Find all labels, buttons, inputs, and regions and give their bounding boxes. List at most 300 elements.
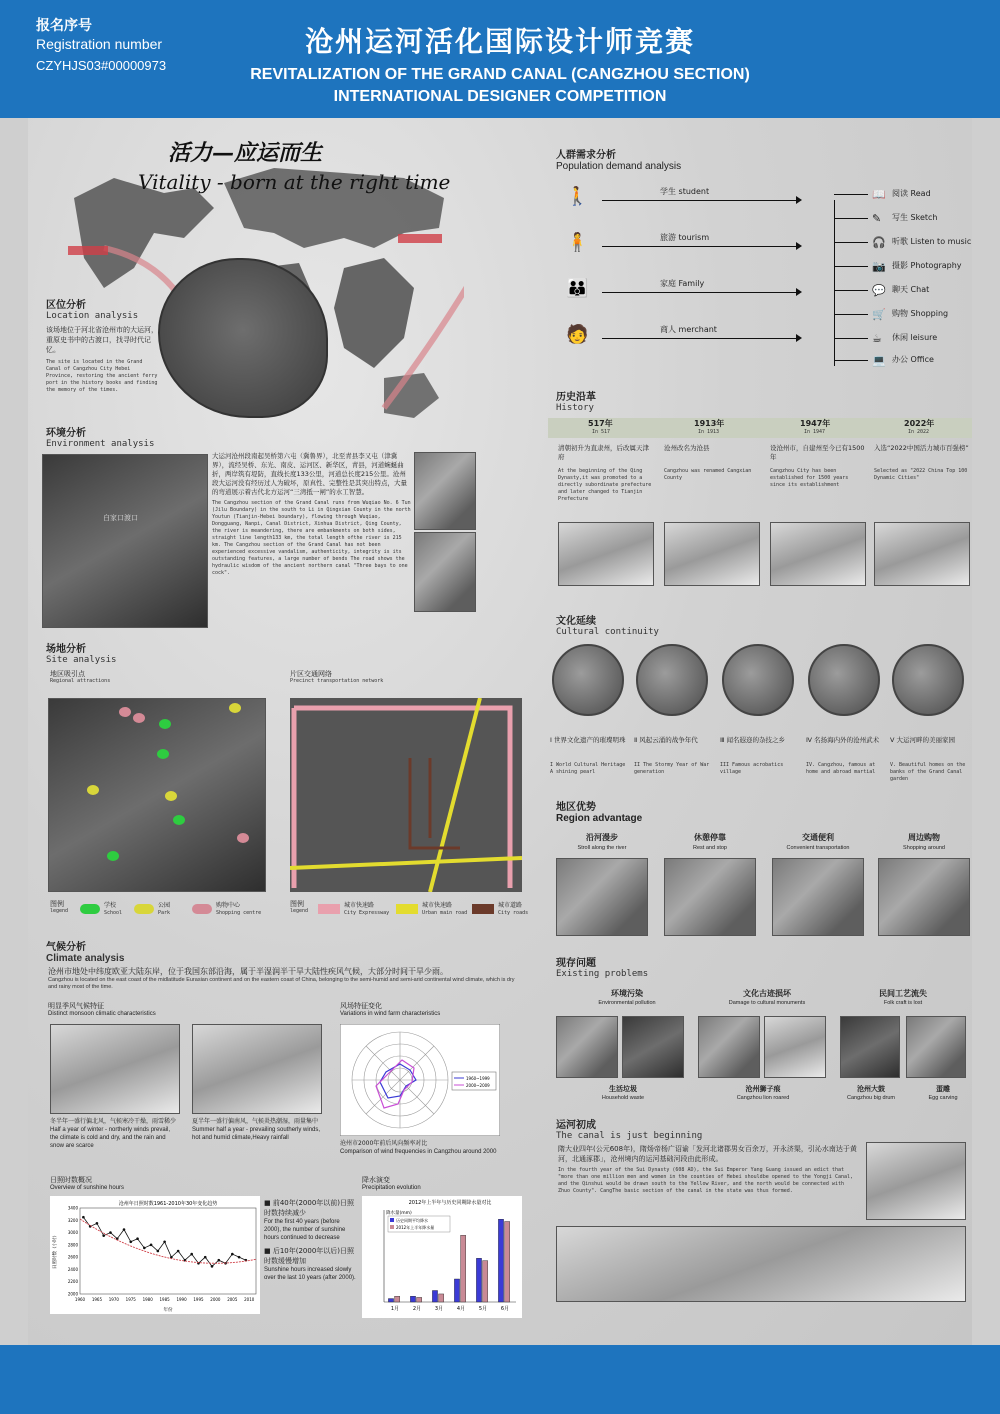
y-tick-label: 2200 xyxy=(67,1279,78,1285)
school-marker xyxy=(157,749,169,759)
mainroad-legend-cn: 城市快速路 xyxy=(422,902,453,909)
sunshine-note2-cn-text: 后10年(2000年以后)日照时数缓慢增加 xyxy=(264,1247,355,1265)
traffic-legend-label-en: legend xyxy=(290,908,309,914)
culture-circle-photo xyxy=(808,644,880,716)
culture-circle-photo xyxy=(892,644,964,716)
sunshine-data-point xyxy=(157,1250,160,1253)
history-title-en: History xyxy=(556,403,594,413)
problem-item-cn: 沧州狮子痕 xyxy=(745,1085,781,1093)
shop-marker xyxy=(237,833,249,843)
y-tick-label: 2800 xyxy=(67,1242,78,1248)
x-tick-label: 6月 xyxy=(500,1306,510,1312)
culture-label-en: IV. Cangzhou, famous at home and abroad martial xyxy=(806,762,876,775)
problem-group-en: Environmental pollution xyxy=(598,1000,656,1006)
sunshine-note2-cn: ■ 后10年(2000年以后)日照时数缓慢增加 xyxy=(264,1247,355,1265)
culture-label-cn: Ⅳ 名扬海内外的沧州武术 xyxy=(806,736,880,744)
problem-item-en: Cangzhou lion roared xyxy=(736,1095,790,1101)
need-icon: 🛒 xyxy=(872,308,886,321)
advantage-label-en: Convenient transportation xyxy=(786,845,850,851)
cityroad-legend-en: City roads xyxy=(498,910,529,916)
site-title-en: Site analysis xyxy=(46,655,117,665)
registration-label-cn: 报名序号 xyxy=(36,17,92,33)
precip-legend-label: 2012年上半年降水量 xyxy=(396,1225,435,1230)
location-title-cn: 区位分析 xyxy=(46,300,86,311)
sunshine-data-point xyxy=(231,1253,234,1256)
culture-circle-photo xyxy=(552,644,624,716)
traffic-map xyxy=(290,698,522,892)
radar-legend-2: 2000~2009 xyxy=(466,1083,490,1088)
radar-caption-en: Comparison of wind frequencies in Cangzhou around 2000 xyxy=(340,1149,497,1155)
shop-legend-en: Shopping centre xyxy=(216,910,262,916)
advantage-label-cn: 周边购物 xyxy=(908,833,940,842)
precip-bar xyxy=(439,1294,444,1302)
school-marker xyxy=(159,719,171,729)
sunshine-data-point xyxy=(129,1240,132,1243)
environment-title-cn: 环境分析 xyxy=(46,428,86,439)
canal-text-cn: 隋大业四年(公元608年)，隋炀帝杨广诏谕「发河北诸郡男女百余万，开永济渠，引沁水南达于黄河，北通涿郡」，沧州境内的运河基础河段由此形成。 xyxy=(558,1145,857,1163)
poster-title-en-line2: INTERNATIONAL DESIGNER COMPETITION xyxy=(333,88,667,105)
culture-label-en: I World Cultural Heritage A shining pearl xyxy=(550,762,626,775)
precip-legend-swatch xyxy=(390,1225,394,1229)
sunshine-data-point xyxy=(217,1259,220,1262)
site-section xyxy=(46,640,116,665)
culture-label-cn: Ⅴ 大运河畔的美丽家园 xyxy=(890,736,956,744)
park-marker xyxy=(229,703,241,713)
culture-label-en: II The Stormy Year of War generation xyxy=(634,762,710,775)
sunshine-chart-title: 沧州年日照时数1961-2010年30年变化趋势 xyxy=(118,1201,218,1207)
precip-bar xyxy=(498,1219,503,1302)
group-arrow xyxy=(602,246,798,247)
sunshine-data-point xyxy=(204,1256,207,1259)
climate-section xyxy=(46,938,124,964)
problem-photo-3 xyxy=(698,1016,760,1078)
attractions-title-en: Regional attractions xyxy=(50,678,111,684)
summer-caption-en: Summer half a year - prevailing southerly winds, hot and humid climate,Heavy rainfall xyxy=(192,1127,321,1141)
y-axis-label: 降水量(mm) xyxy=(386,1211,412,1216)
x-tick-label: 1980 xyxy=(142,1297,153,1302)
advantage-photo xyxy=(772,858,864,936)
registration-label-en: Registration number xyxy=(36,36,163,52)
x-tick-label: 2000 xyxy=(210,1297,221,1302)
attractions-legend xyxy=(50,900,68,915)
arrow-head-icon xyxy=(796,196,802,204)
need-icon: 📷 xyxy=(872,260,886,273)
monsoon-title-cn: 明显季风气候特征 xyxy=(48,1002,104,1010)
sunshine-data-point xyxy=(123,1228,126,1231)
hero-title-cn: 活力—应运而生 xyxy=(168,140,323,166)
header-bar xyxy=(0,0,1000,118)
y-tick-label: 2000 xyxy=(67,1291,78,1297)
summer-caption xyxy=(192,1118,322,1142)
history-photo xyxy=(558,522,654,586)
culture-label-en: V. Beautiful homes on the banks of the Grand Canal garden xyxy=(890,762,966,782)
expressway-legend-cn: 城市快速路 xyxy=(344,902,375,909)
sunshine-line-chart xyxy=(50,1196,260,1314)
advantage-section xyxy=(556,798,642,824)
winter-wind-map xyxy=(50,1024,180,1114)
environment-title-en: Environment analysis xyxy=(46,439,155,449)
history-text-en: At the beginning of the Qing Dynasty,it was promoted to a directly subordinate prefecture and later changed to Tianjin Prefecture xyxy=(558,468,652,502)
climate-text-cn: 沧州市地处中纬度欧亚大陆东岸，位于我国东部沿海，属于半湿润半干旱大陆性疾风气候，大部分时间干旱少雨。 xyxy=(48,967,448,976)
park-marker xyxy=(165,791,177,801)
y-tick-label: 2600 xyxy=(67,1254,78,1260)
needs-bracket xyxy=(834,200,835,366)
sunshine-note1-en: For the first 40 years (before 2000), the number of sunshine hours continued to decrease xyxy=(264,1219,346,1241)
advantage-label-en: Rest and stop xyxy=(693,845,727,851)
problem-photo-4 xyxy=(764,1016,826,1078)
environment-section xyxy=(46,424,154,449)
need-connector xyxy=(834,290,868,291)
sunshine-note1-cn-text: 前40年(2000年以前)日照时数持续减少 xyxy=(264,1199,355,1217)
x-tick-label: 1960 xyxy=(74,1297,86,1302)
x-tick-label: 2010 xyxy=(244,1297,255,1302)
park-legend xyxy=(158,902,170,917)
wind-radar-chart xyxy=(340,1024,500,1136)
precip-bar xyxy=(454,1279,459,1302)
x-tick-label: 4月 xyxy=(456,1306,466,1312)
precip-bar xyxy=(395,1296,400,1302)
population-group-label: 学生 student xyxy=(660,187,710,196)
canal-section xyxy=(556,1116,702,1141)
culture-label-cn: Ⅱ 风起云涌的战争年代 xyxy=(634,736,698,744)
canal-text-en: In the fourth year of the Sui Dynasty (608 AD), the Sui Emperor Yang Guang issued an edict that "more than one million men and women in the counties of Hebei shouldbe opened to the Yongji Canal, and the Qinshui would be drawn south to the Yellow River, and the north would be connected with Zhuo County". CangThe basic section of the canal in the state was thus formed. xyxy=(558,1167,854,1194)
cityroad-legend-cn: 城市道路 xyxy=(498,902,523,909)
y-tick-label: 2400 xyxy=(67,1266,78,1272)
population-title-en: Population demand analysis xyxy=(556,161,682,172)
precip-bar xyxy=(432,1291,437,1303)
x-axis-label: 年份 xyxy=(163,1308,173,1313)
sunshine-data-point xyxy=(143,1247,146,1250)
problem-item-en: Household waste xyxy=(601,1095,645,1101)
advantage-label-en: Stroll along the river xyxy=(577,845,627,851)
precip-bar xyxy=(388,1299,393,1302)
x-tick-label: 1985 xyxy=(159,1297,170,1302)
problem-item-cn: 蛋雕 xyxy=(936,1085,950,1093)
sunshine-note2-en: Sunshine hours increased slowly over the last 10 years (after 2000). xyxy=(264,1267,356,1281)
radar-legend-1: 1960~1999 xyxy=(466,1076,490,1081)
y-tick-label: 3000 xyxy=(67,1230,78,1236)
sunshine-data-point xyxy=(102,1234,105,1237)
shop-marker xyxy=(119,707,131,717)
sunshine-title-cn: 日照时数概况 xyxy=(50,1176,92,1184)
shop-legend-swatch xyxy=(192,904,212,914)
person-icon: 👪 xyxy=(566,278,589,299)
school-legend-en: School xyxy=(104,910,123,916)
climate-text-en: Cangzhou is located on the east coast of the midlatitude Eurasian continent and on the eastern coast of China, belonging to the semi-humid and semi-arid continental wind climate, which is dry and rainy most of the time. xyxy=(48,977,515,990)
advantage-label-cn: 交通便利 xyxy=(802,833,834,842)
summer-caption-cn: 夏半年一盛行偏南风，气候炎热潮湿，雨量集中 xyxy=(192,1118,319,1125)
precip-title-cn: 降水演变 xyxy=(362,1176,390,1184)
attractions-title-cn: 地区吸引点 xyxy=(50,670,85,678)
x-tick-label: 3月 xyxy=(434,1306,444,1312)
history-year: 2022年 xyxy=(904,419,935,428)
culture-label-cn: Ⅰ 世界文化遗产的璀璨明珠 xyxy=(550,736,626,744)
sunshine-data-point xyxy=(82,1216,85,1219)
expressway-legend xyxy=(344,902,389,917)
climate-title-en: Climate analysis xyxy=(46,953,125,964)
precip-heading xyxy=(362,1176,421,1192)
x-tick-label: 1995 xyxy=(193,1297,204,1302)
problem-photo-2 xyxy=(622,1016,684,1078)
winter-caption xyxy=(50,1118,180,1150)
poster-board xyxy=(28,118,972,1345)
problem-item-en: Cangzhou big drum xyxy=(846,1095,895,1101)
history-section xyxy=(556,388,596,413)
history-year-sub: In 517 xyxy=(592,429,611,435)
person-icon: 🧍 xyxy=(566,232,589,253)
population-need-label: 聊天 Chat xyxy=(892,285,930,294)
history-year: 1913年 xyxy=(694,419,725,428)
advantage-photo xyxy=(556,858,648,936)
cityroad-legend-swatch xyxy=(472,904,494,914)
population-group-label: 旅游 tourism xyxy=(660,233,710,242)
need-icon: ☕ xyxy=(872,332,882,345)
culture-title-cn: 文化延续 xyxy=(556,616,596,627)
winter-caption-cn: 冬半年一盛行偏北风，气候寒冷干燥，雨雪稀少 xyxy=(50,1118,177,1125)
history-text-en: Cangzhou City has been established for 1500 years since its establishment xyxy=(770,468,849,488)
wind-heading xyxy=(340,1002,440,1018)
location-text-en: The site is located in the Grand Canal of Cangzhou City Hebei Province, restoring the ancient ferry port in the history books and finding the memory of the times. xyxy=(46,359,158,393)
park-legend-cn: 公园 xyxy=(158,902,171,909)
person-icon: 🚶 xyxy=(566,186,589,207)
advantage-label-en: Shopping around xyxy=(903,845,945,851)
shop-legend xyxy=(216,902,261,917)
precip-bar xyxy=(417,1297,422,1302)
climate-intro xyxy=(48,966,518,991)
sunshine-data-point xyxy=(190,1253,193,1256)
sunshine-heading xyxy=(50,1176,124,1192)
precip-title-en: Precipitation evolution xyxy=(362,1185,421,1191)
environment-text-block xyxy=(212,452,412,577)
wind-title-en: Variations in wind farm characteristics xyxy=(340,1011,441,1017)
park-legend-en: Park xyxy=(158,910,171,916)
population-group-label: 家庭 Family xyxy=(660,279,705,288)
culture-label-cn: Ⅲ 闻名遐迩的杂技之乡 xyxy=(720,736,786,744)
canal-boat-photo xyxy=(866,1142,966,1220)
legend-label-cn: 图例 xyxy=(50,900,64,908)
advantage-photo xyxy=(664,858,756,936)
registration-number: CZYHJS03#00000973 xyxy=(36,58,167,73)
sunshine-notes xyxy=(264,1198,358,1282)
summer-wind-map xyxy=(192,1024,322,1114)
park-marker xyxy=(87,785,99,795)
problem-item-en: Egg carving xyxy=(928,1095,958,1101)
environment-aerial-map xyxy=(42,454,208,628)
precip-bar xyxy=(476,1258,481,1302)
person-icon: 🧑 xyxy=(566,324,589,345)
shop-legend-cn: 购物中心 xyxy=(216,902,241,909)
monsoon-title-en: Distinct monsoon climatic characteristics xyxy=(48,1011,156,1017)
problems-title-en: Existing problems xyxy=(556,969,649,979)
history-text-cn: 清朝初升为直隶州，后改属天津府 xyxy=(558,444,649,461)
culture-circle-photo xyxy=(722,644,794,716)
group-arrow xyxy=(602,292,798,293)
need-connector xyxy=(834,242,868,243)
population-section xyxy=(556,146,681,172)
sunshine-note1-cn: ■ 前40年(2000年以前)日照时数持续减少 xyxy=(264,1199,355,1217)
history-text-en: Cangzhou was renamed Cangxian County xyxy=(664,468,752,481)
population-title-cn: 人群需求分析 xyxy=(556,150,616,161)
mainroad-legend-en: Urban main road xyxy=(422,910,468,916)
need-connector xyxy=(834,266,868,267)
expressway-legend-en: City Expressway xyxy=(344,910,390,916)
population-need-label: 摄影 Photography xyxy=(892,261,962,270)
problem-item-cn: 生活垃圾 xyxy=(609,1085,637,1093)
history-year-sub: In 1913 xyxy=(698,429,720,435)
need-connector xyxy=(834,314,868,315)
need-icon: 💻 xyxy=(872,354,886,367)
x-tick-label: 2005 xyxy=(227,1297,238,1302)
winter-caption-en: Half a year of winter - northerly winds prevail, the climate is cold and dry, and the rain and snow are scarce xyxy=(50,1127,171,1149)
shop-marker xyxy=(133,713,145,723)
group-arrow xyxy=(602,200,798,201)
sunshine-data-point xyxy=(96,1222,99,1225)
poster-title-en xyxy=(0,64,1000,108)
footer-bar xyxy=(0,1345,1000,1414)
population-need-label: 阅读 Read xyxy=(892,189,931,198)
culture-title-en: Cultural continuity xyxy=(556,627,659,637)
hero-title-en: Vitality - born at the right time xyxy=(138,170,451,194)
history-year-sub: In 2022 xyxy=(908,429,930,435)
precip-bar xyxy=(410,1296,415,1302)
history-text-cn: 入选“2022中国活力城市百强榜” xyxy=(874,444,969,452)
mainroad-legend xyxy=(422,902,467,917)
sunshine-data-point xyxy=(150,1244,153,1247)
canal-title-en: The canal is just beginning xyxy=(556,1131,703,1141)
school-legend xyxy=(104,902,122,917)
legend-label-en: legend xyxy=(50,908,69,914)
problem-photo-6 xyxy=(906,1016,966,1078)
history-year: 517年 xyxy=(588,419,613,428)
population-need-label: 购物 Shopping xyxy=(892,309,949,318)
population-need-label: 写生 Sketch xyxy=(892,213,938,222)
advantage-title-cn: 地区优势 xyxy=(556,802,596,813)
history-text-en: Selected as "2022 China Top 100 Dynamic Cities" xyxy=(874,468,968,481)
sunshine-data-point xyxy=(177,1250,180,1253)
problem-photo-1 xyxy=(556,1016,618,1078)
climate-title-cn: 气候分析 xyxy=(46,942,86,953)
traffic-title-cn: 片区交通网络 xyxy=(290,670,332,678)
need-icon: 🎧 xyxy=(872,236,886,249)
culture-label-en: III Famous acrobatics village xyxy=(720,762,784,775)
mainroad-legend-swatch xyxy=(396,904,418,914)
group-arrow xyxy=(602,338,798,339)
culture-circle-photo xyxy=(636,644,708,716)
problem-group-cn: 环境污染 xyxy=(611,989,643,998)
history-photo xyxy=(664,522,760,586)
x-tick-label: 1965 xyxy=(91,1297,103,1302)
advantage-label-cn: 休憩停靠 xyxy=(694,833,726,842)
location-section xyxy=(46,296,158,394)
problem-item-cn: 沧州大鼓 xyxy=(857,1085,885,1093)
park-legend-swatch xyxy=(134,904,154,914)
precipitation-bar-chart xyxy=(362,1196,522,1318)
x-tick-label: 1970 xyxy=(108,1297,119,1302)
environment-photo-2 xyxy=(414,532,476,612)
traffic-heading xyxy=(290,670,383,685)
history-year: 1947年 xyxy=(800,419,831,428)
population-need-label: 休闲 leisure xyxy=(892,333,938,342)
advantage-title-en: Region advantage xyxy=(556,813,643,824)
ferry-label: 白家口渡口 xyxy=(103,514,138,522)
expressway-legend-swatch xyxy=(318,904,340,914)
problems-title-cn: 现存问题 xyxy=(556,958,596,969)
population-group-label: 商人 merchant xyxy=(660,325,717,334)
history-photo xyxy=(770,522,866,586)
y-axis-label: 日照时数（小时） xyxy=(53,1233,58,1269)
advantage-photo xyxy=(878,858,970,936)
y-tick-label: 3200 xyxy=(67,1217,78,1223)
problem-group-en: Damage to cultural monuments xyxy=(728,1000,806,1006)
need-connector xyxy=(834,360,868,361)
sunshine-data-point xyxy=(136,1237,139,1240)
history-text-cn: 设沧州市，自建州至今已有1500年 xyxy=(770,444,865,461)
need-connector xyxy=(834,218,868,219)
arrow-head-icon xyxy=(796,242,802,250)
x-tick-label: 5月 xyxy=(478,1306,488,1312)
cityroad-legend xyxy=(498,902,528,917)
sunshine-data-point xyxy=(238,1256,241,1259)
attractions-heading xyxy=(50,670,110,685)
problem-group-cn: 文化古迹损坏 xyxy=(743,989,791,998)
environment-photo-1 xyxy=(414,452,476,530)
history-text-cn: 沧州改名为沧县 xyxy=(664,444,710,452)
need-icon: 💬 xyxy=(872,284,886,297)
radar-caption xyxy=(340,1140,500,1156)
need-connector xyxy=(834,338,868,339)
sunshine-title-en: Overview of sunshine hours xyxy=(50,1185,125,1191)
monsoon-heading xyxy=(48,1002,156,1018)
y-tick-label: 3400 xyxy=(67,1205,78,1211)
wind-title-cn: 风场特征变化 xyxy=(340,1002,382,1010)
sunshine-data-point xyxy=(163,1240,166,1243)
traffic-title-en: Precinct transportation network xyxy=(290,678,384,684)
problem-group-en: Folk craft is lost xyxy=(883,1000,923,1006)
canal-title-cn: 运河初成 xyxy=(556,1120,596,1131)
attractions-map xyxy=(48,698,266,892)
x-tick-label: 1975 xyxy=(125,1297,136,1302)
population-need-label: 办公 Office xyxy=(892,355,934,364)
problems-section xyxy=(556,954,648,979)
x-tick-label: 1990 xyxy=(176,1297,187,1302)
arrow-head-icon xyxy=(796,334,802,342)
need-icon: 📖 xyxy=(872,188,886,201)
precip-bar xyxy=(505,1222,510,1303)
traffic-legend-label-cn: 图例 xyxy=(290,900,304,908)
sunshine-data-point xyxy=(109,1231,112,1234)
history-year-sub: In 1947 xyxy=(804,429,826,435)
school-legend-cn: 学校 xyxy=(104,902,117,909)
history-photo xyxy=(874,522,970,586)
school-legend-swatch xyxy=(80,904,100,914)
precip-chart-title: 2012年上半年与历史同期降水量对比 xyxy=(408,1200,492,1206)
canal-text xyxy=(558,1144,858,1195)
location-text-cn: 该场地位于河北省沧州市的大运河，重原史书中的古渡口，找寻时代记忆。 xyxy=(46,326,158,354)
x-tick-label: 1月 xyxy=(390,1306,400,1312)
environment-text-cn: 大运河沧州段南起吴桥第六屯（冀鲁界），北至青县李又屯（津冀界），流经吴桥、东光、南皮、运河区、新华区，青县，河道蜿蜒曲折，两岸筑有堤防，直线长度133公里，河道总长度215公里。沧州段大运河没有经历过人为破坏，原真性、完整性是其突出特点，大量的弯道展示着古代北方运河“三湾抵一闸”的水工智慧。 xyxy=(212,452,407,496)
site-title-cn: 场地分析 xyxy=(46,644,86,655)
traffic-legend xyxy=(290,900,308,915)
poster-title-cn: 沧州运河活化国际设计师竞赛 xyxy=(304,25,695,58)
problem-photo-5 xyxy=(840,1016,900,1078)
culture-section xyxy=(556,612,659,637)
precip-bar xyxy=(483,1261,488,1302)
problem-group-cn: 民间工艺流失 xyxy=(879,989,927,998)
x-tick-label: 2月 xyxy=(412,1306,422,1312)
population-need-label: 听歌 Listen to music xyxy=(892,237,972,246)
precip-bar xyxy=(461,1235,466,1302)
poster-title-en-line1: REVITALIZATION OF THE GRAND CANAL (CANGZHOU SECTION) xyxy=(250,66,750,83)
